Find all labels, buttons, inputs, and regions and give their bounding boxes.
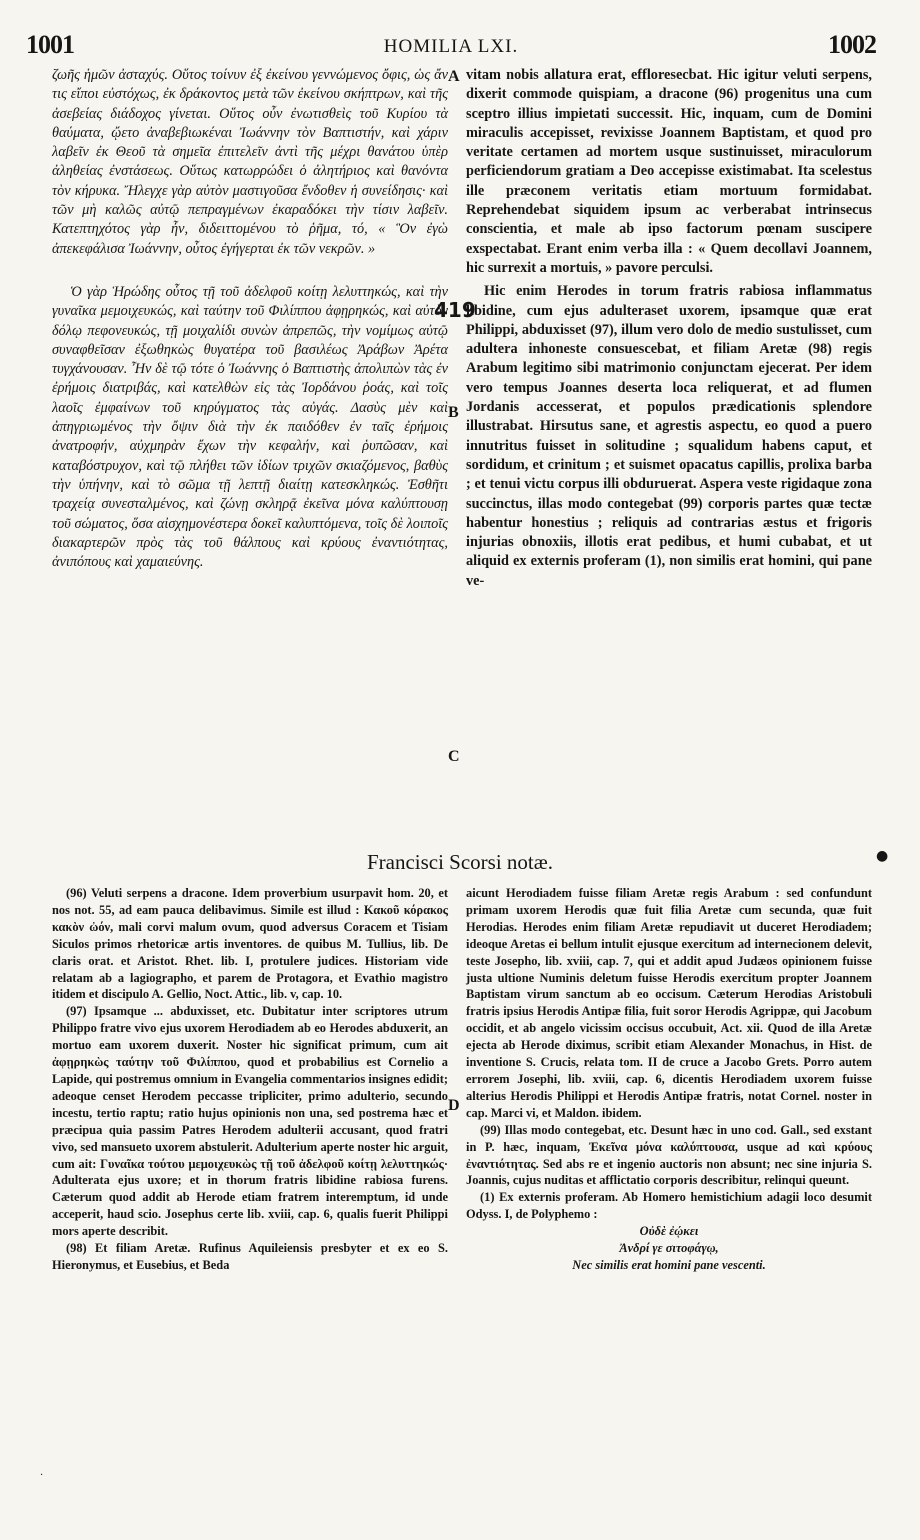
margin-letter-c: C <box>448 748 460 765</box>
latin-column <box>466 66 872 591</box>
note-99: (99) Illas modo contegebat, etc. Desunt hæc in uno cod. Gall., sed exstant in P. hæc, inquam, Ἐκεῖνα μόνα καλύπτουσα, usque ad καὶ κρύους ἐναντιότητας. Sed abs re et ingenio auctoris non absunt; nec sine injuria S. Joannis, cujus nuditas et afflictatio corporis describitur, relinqui queunt. <box>466 1122 872 1188</box>
page-number-left: 1001 <box>26 30 74 59</box>
margin-letter-a: A <box>448 68 460 85</box>
note-97: (97) Ipsamque ... abduxisset, etc. Dubitatur inter scriptores utrum Philippo fratre vivo ejus uxorem Herodiadem ab eo Herodes abduxerit, an mortuo eam uxorem duxerit. Noster hic significat primum, cum ait ἀφῃρηκὼς ταύτην τοῦ Φιλίππου, quod et probabilius est Cornelio a Lapide, qui postremus omnium in Evangelia commentarios insignes edidit; adeoque censet Herodem peccasse tripliciter, primo adulterio, secundo incestu, tertio raptu; ratio hujus opinionis non una, sed postrema hæc et præcipua quia passim Patres Herodem adulterii accusant, quod fratri vivo, sed mansueto uxorem abstulerit. Adulterium aperte noster hic arguit, cum ait: Γυναῖκα τούτου μεμοιχευκὼς τῇ τοῦ ἀδελφοῦ κοίτῃ λελυττηκώς· Adulterata ejus uxore; et in thorum fratris libidine rabiosa furens. Cæterum quod addit ab Herode etiam fratrem interemptum, id unde acceperit, haud scio. Josephus certe lib. xviii, cap. 6, qualis fuerit Philippi mors aperte describit. <box>52 1004 448 1239</box>
greek-column <box>52 66 448 572</box>
greek-paragraph-1: ζωῆς ἡμῶν ἀσταχύς. Οὕτος τοίνυν ἐξ ἐκείνου γεννώμενος ὄφις, ὡς ἄν τις εἴποι εὐστόχως, ἐκ δράκοντος μετὰ τῶν ἐκείνου σκήπτρων, καὶ τῆς ἀσεβείας διάδοχος γίνεται. Οὕτος οὖν ἐνωτισθεὶς τοῦ Κυρίου τὰ θαύματα, ᾤετο ἀναβεβιωκέναι Ἰωάννην τὸν Βαπτιστήν, καὶ χάριν λαβεῖν ἐκ Θεοῦ τὰ σημεῖα ἐπιτελεῖν ἀντὶ τῆς μέχρι θανάτου ὑπὲρ ἀληθείας ἐνστάσεως. Οὕτως κατωρρώδει ὁ ἀλητήριος καὶ θανόντα τὸν κήρυκα. Ἤλεγχε γὰρ αὐτὸν μαστιγοῦσα ἔνδοθεν ἡ συνείδησις· καὶ τῶν μὴ καλῶς αὐτῷ πεπραγμένων ἐκαραδόκει τὴν τίσιν λαβεῖν. Κατεπτηχότος γὰρ ἦν, διδειττομένου τὸ ῥῆμα, τό, « Ὃν ἐγὼ ἀπεκεφάλισα Ἰωάννην, οὗτος ἐγήγερται ἐκ τῶν νεκρῶν. » <box>52 67 448 257</box>
latin-paragraph-2: Hic enim Herodes in torum fratris rabiosa inflammatus libidine, cum ejus adulteraset uxorem, ipsamque quæ erat Philippi, abduxisset (97), illum vero dolo de medio sustulisset, cum adultera inhoneste consuescebat, et filiam Aretæ (98) regis Arabum legitimo sibi matrimonio conjunctam ejecerat. Per idem vero tempus Joannes deserta loca reliquerat, et ad flumen Jordanis accesserat, et populos prædicationis splendore illustrabat. Hirsutus sane, et agrestis aspectu, eo quod a puero innutritus fuisset in solitudine ; squalidum habens caput, et sordidum, et crinitum ; et suismet opacatus capillis, prolixa barba ; et tenui victu corpus illi obduruerat. Aspera veste rigidaque zona succinctus, illas modo contegebat (99) corporis partes quæ tectæ habentur honestius ; reliquis ad contrarias æstus et frigoris injurias obnoxiis, illotis erat pedibus, et humi cubabat, et ut aliquid ex externis proferam (1), non similis erat homini, qui pane ve- <box>466 283 872 589</box>
notes-title: Francisci Scorsi notæ. <box>366 850 554 874</box>
verse-line-1: Οὐδὲ ἐῴκει <box>639 1224 699 1239</box>
verse-line-3: Nec similis erat homini pane vescenti. <box>572 1257 766 1272</box>
page-number-right: 1002 <box>828 30 876 59</box>
margin-letter-d: D <box>448 1097 460 1114</box>
margin-mark: ● <box>876 848 889 864</box>
note-1: (1) Ex externis proferam. Ab Homero hemistichium adagii loco desumit Odyss. I, de Polyphemo : <box>466 1190 872 1222</box>
notes-right-column <box>466 885 872 1274</box>
greek-paragraph-2: Ὁ γὰρ Ἡρώδης οὗτος τῇ τοῦ ἀδελφοῦ κοίτῃ λελυττηκώς, καὶ τὴν γυναῖκα μεμοιχευκώς, καὶ ταύτην τοῦ Φιλίππου ἀφῃρηκώς, καὶ αὐτὸν δόλῳ πεφονευκώς, τῇ μοιχαλίδι συνὼν ἀπρεπῶς, τὴν νομίμως αὐτῷ συναφθεῖσαν ἐξωθηκὼς θυγατέρα τοῦ βασιλέως Ἀράβων Ἀρέτα τυγχάνουσαν. Ἦν δὲ τῷ τότε ὁ Ἰωάννης ὁ Βαπτιστὴς ἀπολιπὼν τὰς ἐν ἐρήμοις διατριβάς, καὶ κατελθὼν εἰς τὰς Ἰορδάνου ῥοάς, καὶ τοῖς λαοῖς ἐμφαίνων τοῦ κηρύγματος τὰς αὐγάς. Δασὺς μὲν καὶ ἀπηγριωμένος τὴν ὄψιν διὰ τὴν ἐκ παιδόθεν ἐν ταῖς ἐρήμοις ἀνατροφήν, αὐχμηρὰν ἔχων τὴν κεφαλήν, καὶ ῥυπῶσαν, καὶ καταβόστρυχον, καὶ τῷ πλήθει τῶν ἰδίων τριχῶν σκιαζόμενος, βαθὺς τὴν ὑπήνην, καὶ τὸ σῶμα τῇ λεπτῇ διαίτῃ κατεσκληκώς. Ἐσθῆτι τραχείᾳ συνεσταλμένος, καὶ ζώνῃ σκληρᾷ ἐκεῖνα μόνα καλύπτουσῃ τοῦ σώματος, ὅσα αἰσχημονέστερα δοκεῖ καλυπτόμενα, τοῖς δὲ λοιποῖς διακαρτερῶν πρὸς τὰς τοῦ θάλπους καὶ κρύους ἐναντιότητας, ἀνιπόπους καὶ χαμαιεύνης. <box>52 283 448 571</box>
latin-paragraph-1: vitam nobis allatura erat, effloresecbat. Hic igitur veluti serpens, dixerit commode quispiam, a dracone (96) progenitus una cum sceptro illius impietati successit. Hic, inquam, cum de Domini miraculis accepisset, revixisse Joannem Baptistam, et quod pro veritate certamen ad mortem usque sustinuisset, miraculorum perficiendorum gratiam a Deo accepisse existimabat. Ita scelestus ille præconem veritatis etiam mortuum formidabat. Reprehendebat siquidem ipsum ac verberabat intrinsecus conscientia, et male ab ipso factorum pœnam suscipere exspectabat. Erant enim verba illa : « Quem decollavi Joannem, hic surrexit a mortuis, » pavore perculsi. <box>466 67 872 276</box>
note-96: (96) Veluti serpens a dracone. Idem proverbium usurpavit hom. 20, et nos not. 55, ad eam pauca delibavimus. Simile est illud : Κακοῦ κόρακος κακὸν ὠόν, mali corvi malum ovum, quod adversus Coracem et Tisiam Siculos primos rhetoricæ artis inventores. de quibus M. Tullius, lib. De claris orat. et Aristot. Rhet. lib. I, protulere judices. Historiam vide relatam ab a lagiographo, et parem de Protagora, et Evathio magistro itidem et discipulo A. Gellio, Noct. Attic., lib. v, cap. 10. <box>52 886 448 1002</box>
note-98-continued: aicunt Herodiadem fuisse filiam Aretæ regis Arabum : sed confundunt primam uxorem Herodis quæ fuit filia Aretæ cum secunda, quæ fuit Herodias. Herodes enim filiam Aretæ repudiavit ut duceret Herodiadem; ideoque Aretas ei bellum intulit ejusque exercitum ad internecionem delevit, teste Josepho, lib. xviii, cap. 7, qui et addit apud Judæos opinionem fuisse justa ultione Numinis deletum fuisse Herodis exercitum propter Joannem Baptistam virum sanctum ab eo occisum. Cæterum Herodias Aristobuli fratris ipsius Herodis Antipæ filia, fuit soror Herodis Agrippæ, qui Jacobum occidit, et ab angelo vicissim occisus occubuit, Act. xii. Quod de illa Aretæ ejecta ab Herode diximus, scribit etiam Alexander Monachus, in Hist. de inventione S. Crucis, relata tom. II de cruce a Jacobo Grets. Porro autem errorem Josephi, lib. xviii, cap. 6, dicentis Herodiadem uxorem fuisse alterius Herodis Philippi et Herodis Antipæ fratris, notat Cornel. noster in cap. Marci vi, et Maldon. ibidem. <box>466 886 872 1120</box>
margin-speck: · <box>40 1470 44 1481</box>
running-title: HOMILIA LXI. <box>383 36 519 57</box>
note-98: (98) Et filiam Aretæ. Rufinus Aquileiensis presbyter et ex eo S. Hieronymus, et Eusebius, et Beda <box>52 1241 448 1272</box>
page-reference-number: 419 <box>434 298 476 322</box>
page-header <box>26 30 876 64</box>
notes-left-column <box>52 885 448 1274</box>
verse-line-2: Ἀνδρί γε σιτοφάγῳ, <box>619 1241 719 1256</box>
margin-letter-b: B <box>448 404 459 421</box>
